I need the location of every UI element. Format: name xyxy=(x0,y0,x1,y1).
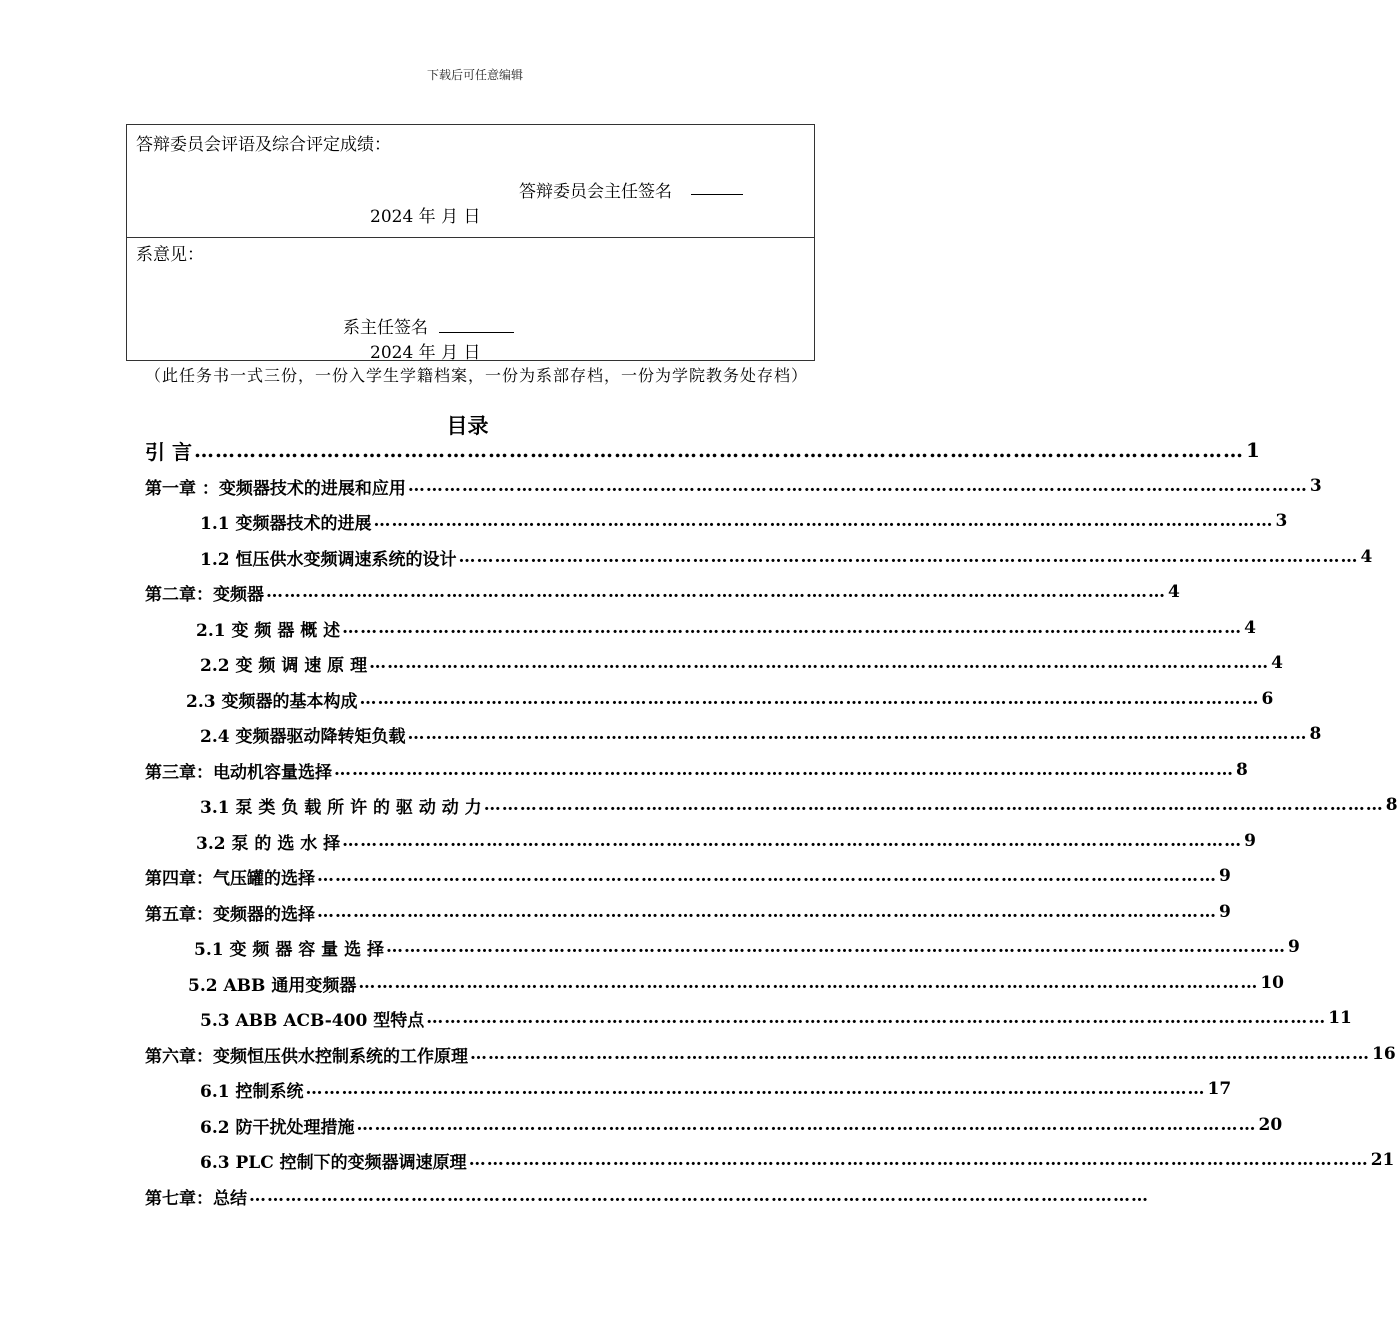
toc-leader-dots: …………………………………………………………………………………………………………………………………… xyxy=(305,1079,1206,1099)
toc-leader-dots: …………………………………………………………………………………………………………………………………… xyxy=(470,1044,1370,1064)
toc-entry-label: 5.2 ABB 通用变频器 xyxy=(188,975,357,996)
toc-entry-label: 2.4 变频器驱动降转矩负载 xyxy=(200,726,406,747)
toc-leader-dots: …………………………………………………………………………………………………………………………………… xyxy=(407,724,1308,744)
form-divider xyxy=(127,237,814,238)
toc-entry-page: 4 xyxy=(1271,653,1283,673)
toc-entry[interactable] xyxy=(145,1039,1396,1069)
dept-sign-label: 系主任签名 xyxy=(343,318,428,338)
toc-leader-dots: …………………………………………………………………………………………………………………………………… xyxy=(249,1186,1149,1206)
toc-entry-page: 4 xyxy=(1244,618,1257,638)
toc-entry-page: 6 xyxy=(1261,689,1274,709)
evaluation-form-box xyxy=(126,124,815,361)
toc-leader-dots: …………………………………………………………………………………………………………………………………… xyxy=(342,831,1243,851)
committee-comment-label: 答辩委员会评语及综合评定成绩： xyxy=(136,135,391,155)
dept-sign-line xyxy=(439,332,514,333)
toc-entry-page: 8 xyxy=(1385,795,1398,815)
toc-entry-label: 5.3 ABB ACB-400 型特点 xyxy=(200,1010,425,1031)
committee-date: 2024 年 月 日 xyxy=(370,207,481,227)
committee-sign-line xyxy=(691,194,743,195)
toc-entry-label: 第四章：气压罐的选择 xyxy=(145,868,315,889)
toc-entry[interactable] xyxy=(145,861,1231,891)
toc-entry[interactable] xyxy=(200,1074,1232,1104)
toc-leader-dots: …………………………………………………………………………………………………………………………………… xyxy=(386,937,1287,957)
toc-entry-label: 2.3 变频器的基本构成 xyxy=(186,691,358,712)
toc-entry[interactable] xyxy=(196,613,1257,643)
toc-entry-label: 2.1 变 频 器 概 述 xyxy=(196,620,341,641)
toc-entry-page: 11 xyxy=(1328,1008,1352,1028)
toc-entry-page: 3 xyxy=(1275,511,1288,531)
toc-entry[interactable] xyxy=(200,648,1283,678)
toc-entry-label: 3.1 泵 类 负 载 所 许 的 驱 动 动 力 xyxy=(200,797,482,818)
toc-entry[interactable] xyxy=(186,684,1274,714)
toc-entry[interactable] xyxy=(188,968,1285,998)
toc-leader-dots: …………………………………………………………………………………………………………………………………… xyxy=(193,438,1244,462)
toc-entry-label: 第六章：变频恒压供水控制系统的工作原理 xyxy=(145,1046,468,1067)
toc-entry-page: 16 xyxy=(1372,1044,1396,1064)
toc-entry-label: 第五章：变频器的选择 xyxy=(145,904,315,925)
toc-entry-label: 6.2 防干扰处理措施 xyxy=(200,1117,355,1138)
toc-entry-page: 8 xyxy=(1309,724,1322,744)
toc-leader-dots: …………………………………………………………………………………………………………………………………… xyxy=(266,582,1166,602)
toc-leader-dots: …………………………………………………………………………………………………………………………………… xyxy=(369,653,1270,673)
toc-entry-page: 3 xyxy=(1309,476,1322,496)
toc-entry-page: 17 xyxy=(1207,1079,1232,1099)
toc-entry-page: 4 xyxy=(1168,582,1180,602)
toc-entry[interactable] xyxy=(200,790,1398,820)
toc-entry-page: 9 xyxy=(1244,831,1257,851)
toc-entry[interactable] xyxy=(200,1145,1395,1175)
page-header-note: 下载后可任意编辑 xyxy=(426,68,523,82)
toc-entry[interactable] xyxy=(145,577,1180,607)
toc-entry-page: 8 xyxy=(1236,760,1248,780)
toc-entry[interactable] xyxy=(145,755,1248,785)
toc-leader-dots: …………………………………………………………………………………………………………………………………… xyxy=(359,689,1260,709)
toc-leader-dots: …………………………………………………………………………………………………………………………………… xyxy=(458,547,1359,567)
dept-opinion-label: 系意见： xyxy=(136,245,204,265)
toc-leader-dots: …………………………………………………………………………………………………………………………………… xyxy=(317,866,1217,886)
toc-entry[interactable] xyxy=(145,1181,1149,1211)
toc-entry[interactable] xyxy=(200,1110,1283,1140)
toc-entry-label: 1.1 变频器技术的进展 xyxy=(200,513,372,534)
toc-entry[interactable] xyxy=(200,1003,1352,1033)
toc-entry-page: 9 xyxy=(1288,937,1300,957)
toc-entry[interactable] xyxy=(145,435,1260,465)
toc-title: 目录 xyxy=(446,413,489,438)
toc-entry-label: 第三章：电动机容量选择 xyxy=(145,762,332,783)
toc-leader-dots: …………………………………………………………………………………………………………………………………… xyxy=(342,618,1243,638)
copies-note: （此任务书一式三份，一份入学生学籍档案，一份为系部存档，一份为学院教务处存档） xyxy=(145,366,809,385)
toc-leader-dots: …………………………………………………………………………………………………………………………………… xyxy=(358,973,1259,993)
toc-entry-page: 4 xyxy=(1360,547,1373,567)
toc-entry[interactable] xyxy=(200,719,1322,749)
dept-date: 2024 年 月 日 xyxy=(370,343,481,363)
toc-entry-label: 5.1 变 频 器 容 量 选 择 xyxy=(194,939,385,960)
toc-leader-dots: …………………………………………………………………………………………………………………………………… xyxy=(407,476,1308,496)
toc-leader-dots: …………………………………………………………………………………………………………………………………… xyxy=(356,1115,1257,1135)
committee-sign-label: 答辩委员会主任签名 xyxy=(519,182,672,202)
toc-entry[interactable] xyxy=(200,542,1373,572)
toc-entry-label: 3.2 泵 的 选 水 择 xyxy=(196,833,341,854)
toc-entry-label: 2.2 变 频 调 速 原 理 xyxy=(200,655,368,676)
toc-entry-page: 1 xyxy=(1245,438,1260,462)
toc-entry-label: 引 言 xyxy=(145,439,192,464)
toc-entry-page: 10 xyxy=(1260,973,1285,993)
toc-entry-page: 21 xyxy=(1370,1150,1395,1170)
toc-entry[interactable] xyxy=(194,932,1300,962)
toc-entry-page: 9 xyxy=(1219,866,1231,886)
toc-entry-label: 6.3 PLC 控制下的变频器调速原理 xyxy=(200,1152,467,1173)
toc-entry-label: 1.2 恒压供水变频调速系统的设计 xyxy=(200,549,457,570)
toc-entry-page: 9 xyxy=(1219,902,1231,922)
toc-entry-page: 20 xyxy=(1258,1115,1283,1135)
toc-leader-dots: …………………………………………………………………………………………………………………………………… xyxy=(334,760,1234,780)
toc-leader-dots: …………………………………………………………………………………………………………………………………… xyxy=(468,1150,1369,1170)
toc-entry-label: 第二章：变频器 xyxy=(145,584,264,605)
toc-leader-dots: …………………………………………………………………………………………………………………………………… xyxy=(373,511,1274,531)
toc-entry[interactable] xyxy=(145,471,1322,501)
toc-entry[interactable] xyxy=(145,897,1231,927)
toc-entry-label: 6.1 控制系统 xyxy=(200,1081,304,1102)
toc-leader-dots: …………………………………………………………………………………………………………………………………… xyxy=(426,1008,1327,1028)
toc-entry[interactable] xyxy=(196,826,1257,856)
toc-entry[interactable] xyxy=(200,506,1288,536)
toc-entry-label: 第一章 ：变频器技术的进展和应用 xyxy=(145,478,406,499)
toc-leader-dots: …………………………………………………………………………………………………………………………………… xyxy=(317,902,1217,922)
toc-entry-label: 第七章：总结 xyxy=(145,1188,247,1209)
toc-leader-dots: …………………………………………………………………………………………………………………………………… xyxy=(483,795,1384,815)
